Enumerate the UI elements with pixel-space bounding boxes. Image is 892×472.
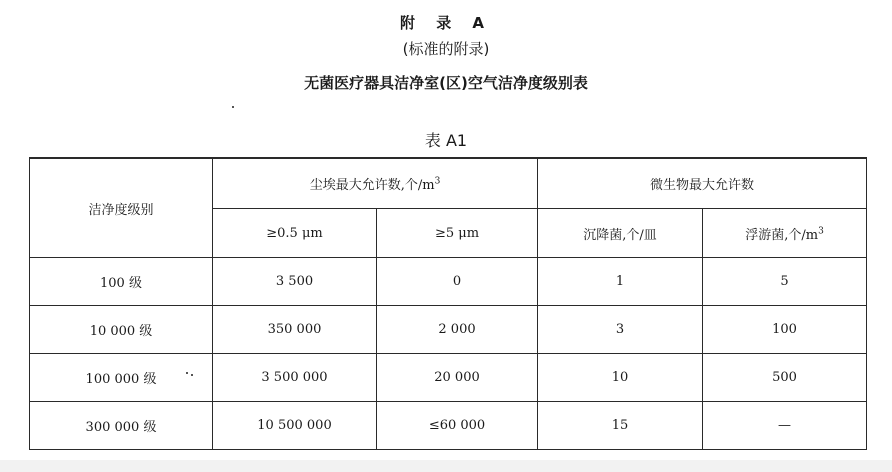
cell-dust-05: 3 500 <box>213 258 377 306</box>
cell-level: 300 000 级 <box>30 402 213 450</box>
appendix-title: 附 录 A <box>399 14 493 32</box>
cell-dust-05: 10 500 000 <box>213 402 377 450</box>
cell-dust-5: 0 <box>377 258 538 306</box>
cell-airborne: 100 <box>703 306 867 354</box>
cell-dust-5: 2 000 <box>377 306 538 354</box>
scan-speck <box>186 372 188 374</box>
table-row <box>30 258 867 306</box>
scan-speck <box>191 374 193 376</box>
cell-settling: 10 <box>538 354 703 402</box>
cell-settling: 1 <box>538 258 703 306</box>
cell-settling: 3 <box>538 306 703 354</box>
cell-level: 10 000 级 <box>30 306 213 354</box>
table-caption: 表 A1 <box>424 131 468 150</box>
page-bottom-strip <box>0 460 892 472</box>
microbe-group-header: 微生物最大允许数 <box>538 158 867 209</box>
cell-dust-05: 350 000 <box>213 306 377 354</box>
subheader-dust-05: ≥0.5 μm <box>213 209 377 258</box>
table-row <box>30 402 867 450</box>
scan-speck <box>232 106 234 108</box>
dust-group-header: 尘埃最大允许数,个$/m^3$ <box>213 158 538 209</box>
subheader-airborne: 浮游菌,个$/m^3$ <box>703 209 867 258</box>
table-header-row <box>30 158 867 209</box>
appendix-subtitle: (标准的附录) <box>402 40 490 58</box>
document-title: 无菌医疗器具洁净室(区)空气洁净度级别表 <box>304 74 588 92</box>
cleanliness-table <box>29 157 867 450</box>
cell-level: 100 000 级 <box>30 354 213 402</box>
row-header-cell <box>30 158 213 258</box>
cell-airborne: 500 <box>703 354 867 402</box>
cell-level: 100 级 <box>30 258 213 306</box>
row-header-label: 洁净度级别 <box>88 202 154 218</box>
cell-dust-5: ≤60 000 <box>377 402 538 450</box>
cell-airborne: — <box>703 402 867 450</box>
cell-dust-05: 3 500 000 <box>213 354 377 402</box>
cell-airborne: 5 <box>703 258 867 306</box>
cell-dust-5: 20 000 <box>377 354 538 402</box>
subheader-dust-5: ≥5 μm <box>377 209 538 258</box>
cell-settling: 15 <box>538 402 703 450</box>
table-row <box>30 306 867 354</box>
table-row <box>30 354 867 402</box>
subheader-settling: 沉降菌,个/皿 <box>538 209 703 258</box>
